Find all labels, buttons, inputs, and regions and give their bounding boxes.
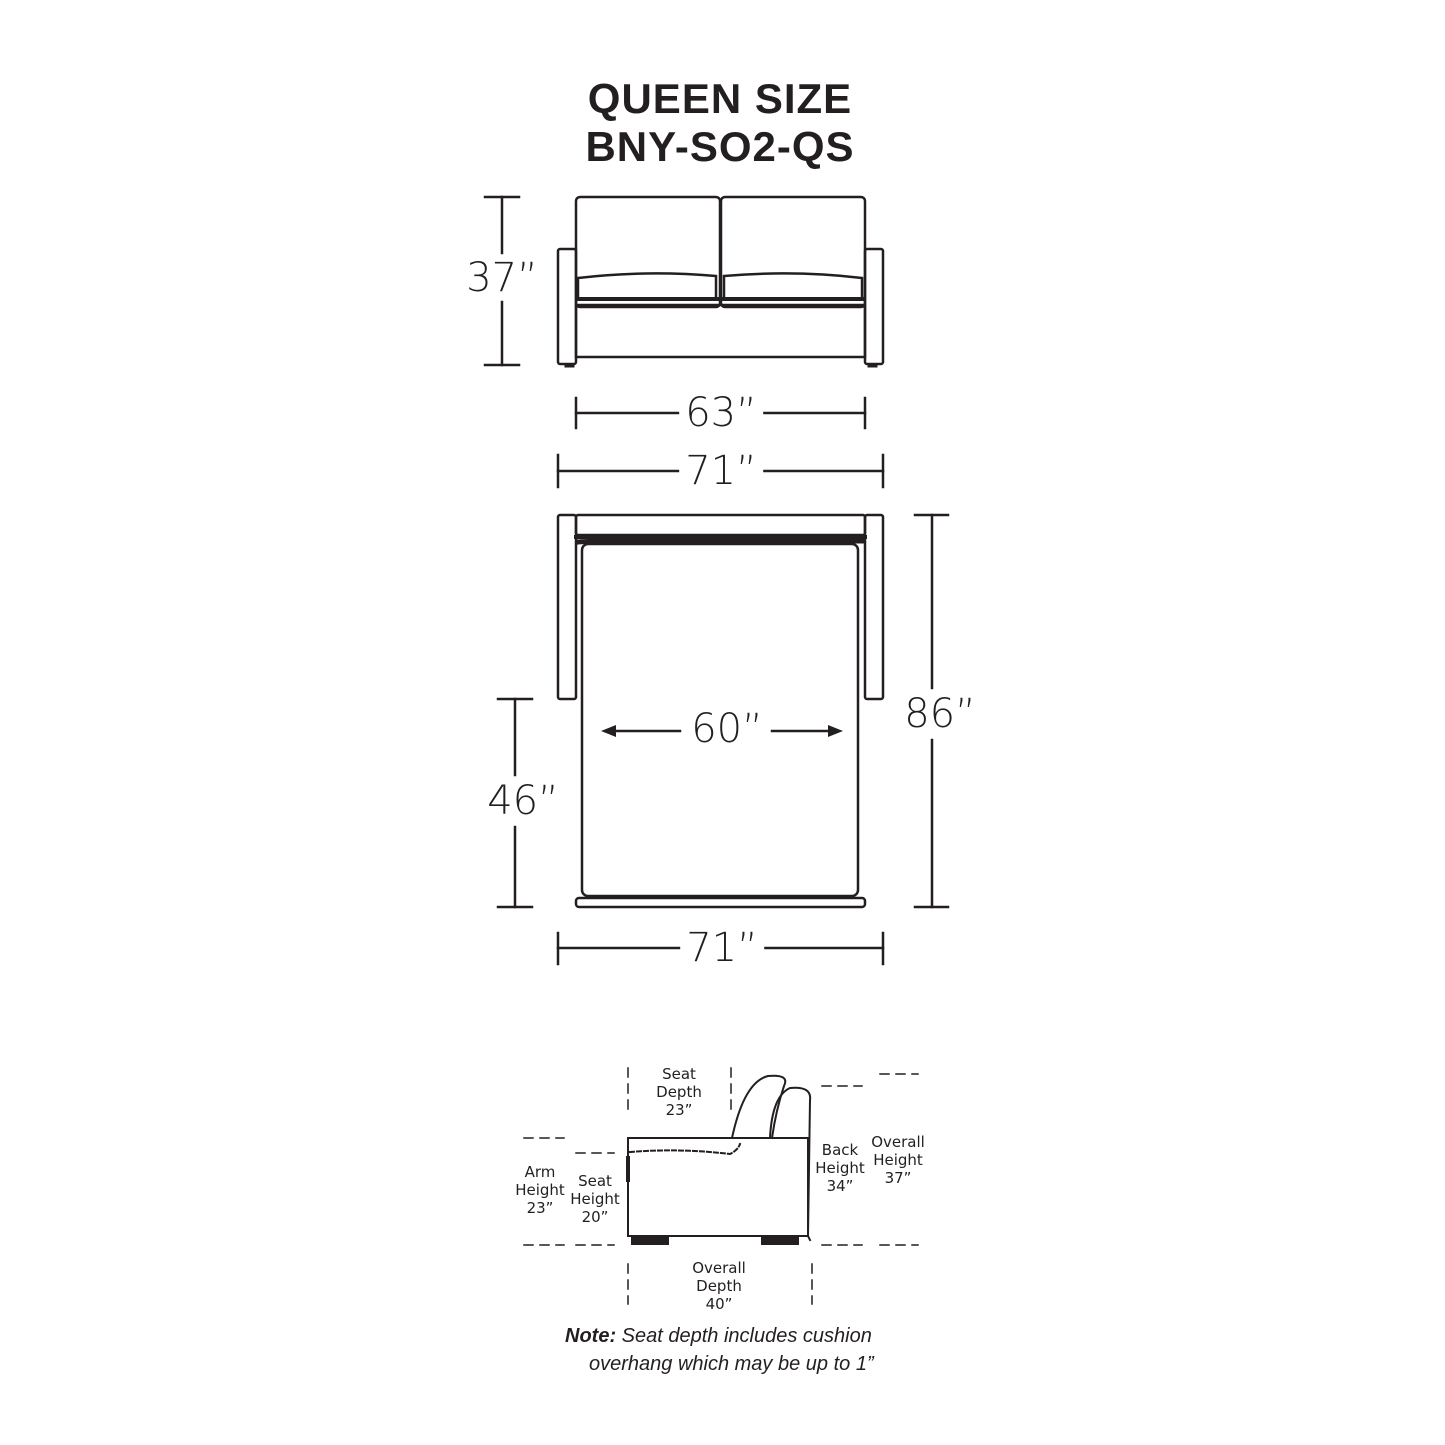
- side-overall-depth-label: Overall Depth 40”: [692, 1259, 746, 1313]
- side-leg-front: [632, 1236, 668, 1244]
- side-seat-cushion: [630, 1144, 740, 1154]
- front-arm-left: [558, 249, 576, 364]
- front-seat-cushion-right: [724, 273, 862, 299]
- note-line-1: [565, 1322, 872, 1350]
- front-base: [576, 305, 865, 357]
- side-back-cushion: [732, 1076, 785, 1138]
- front-height-label: 37”: [460, 256, 544, 300]
- front-overall-width-label: 71”: [679, 449, 763, 493]
- back-height-label: Back Height 34”: [815, 1141, 865, 1195]
- side-leg-back: [762, 1236, 798, 1244]
- title-model: BNY-SO2-QS: [585, 123, 855, 170]
- side-back-outer: [770, 1088, 810, 1240]
- front-seat-cushion-left: [578, 273, 716, 299]
- mattress-width-label: 60”: [685, 707, 769, 751]
- title-size: QUEEN SIZE: [587, 75, 853, 122]
- arm-height-label: Arm Height 23”: [515, 1163, 565, 1217]
- bed-extension-label: 46”: [481, 779, 565, 823]
- front-dimension-lines: [485, 197, 883, 487]
- overall-height-label: Overall Height 37”: [871, 1133, 925, 1187]
- note-line-2: overhang which may be up to 1”: [589, 1353, 874, 1375]
- overall-depth-open-label: 86”: [898, 692, 982, 736]
- note-label: Note:: [565, 1325, 617, 1347]
- top-back: [576, 515, 865, 535]
- seat-depth-label: Seat Depth 23”: [656, 1065, 702, 1119]
- front-view-sofa: [558, 197, 883, 366]
- front-inner-width-label: 63”: [679, 391, 763, 435]
- seat-height-label: Seat Height 20”: [570, 1172, 620, 1226]
- front-arm-right: [865, 249, 883, 364]
- note-text-1: Seat depth includes cushion: [616, 1325, 872, 1347]
- top-arm-left: [558, 515, 576, 699]
- top-overall-width-label: 71”: [680, 926, 764, 970]
- bed-frame-foot: [576, 898, 865, 907]
- top-arm-right: [865, 515, 883, 699]
